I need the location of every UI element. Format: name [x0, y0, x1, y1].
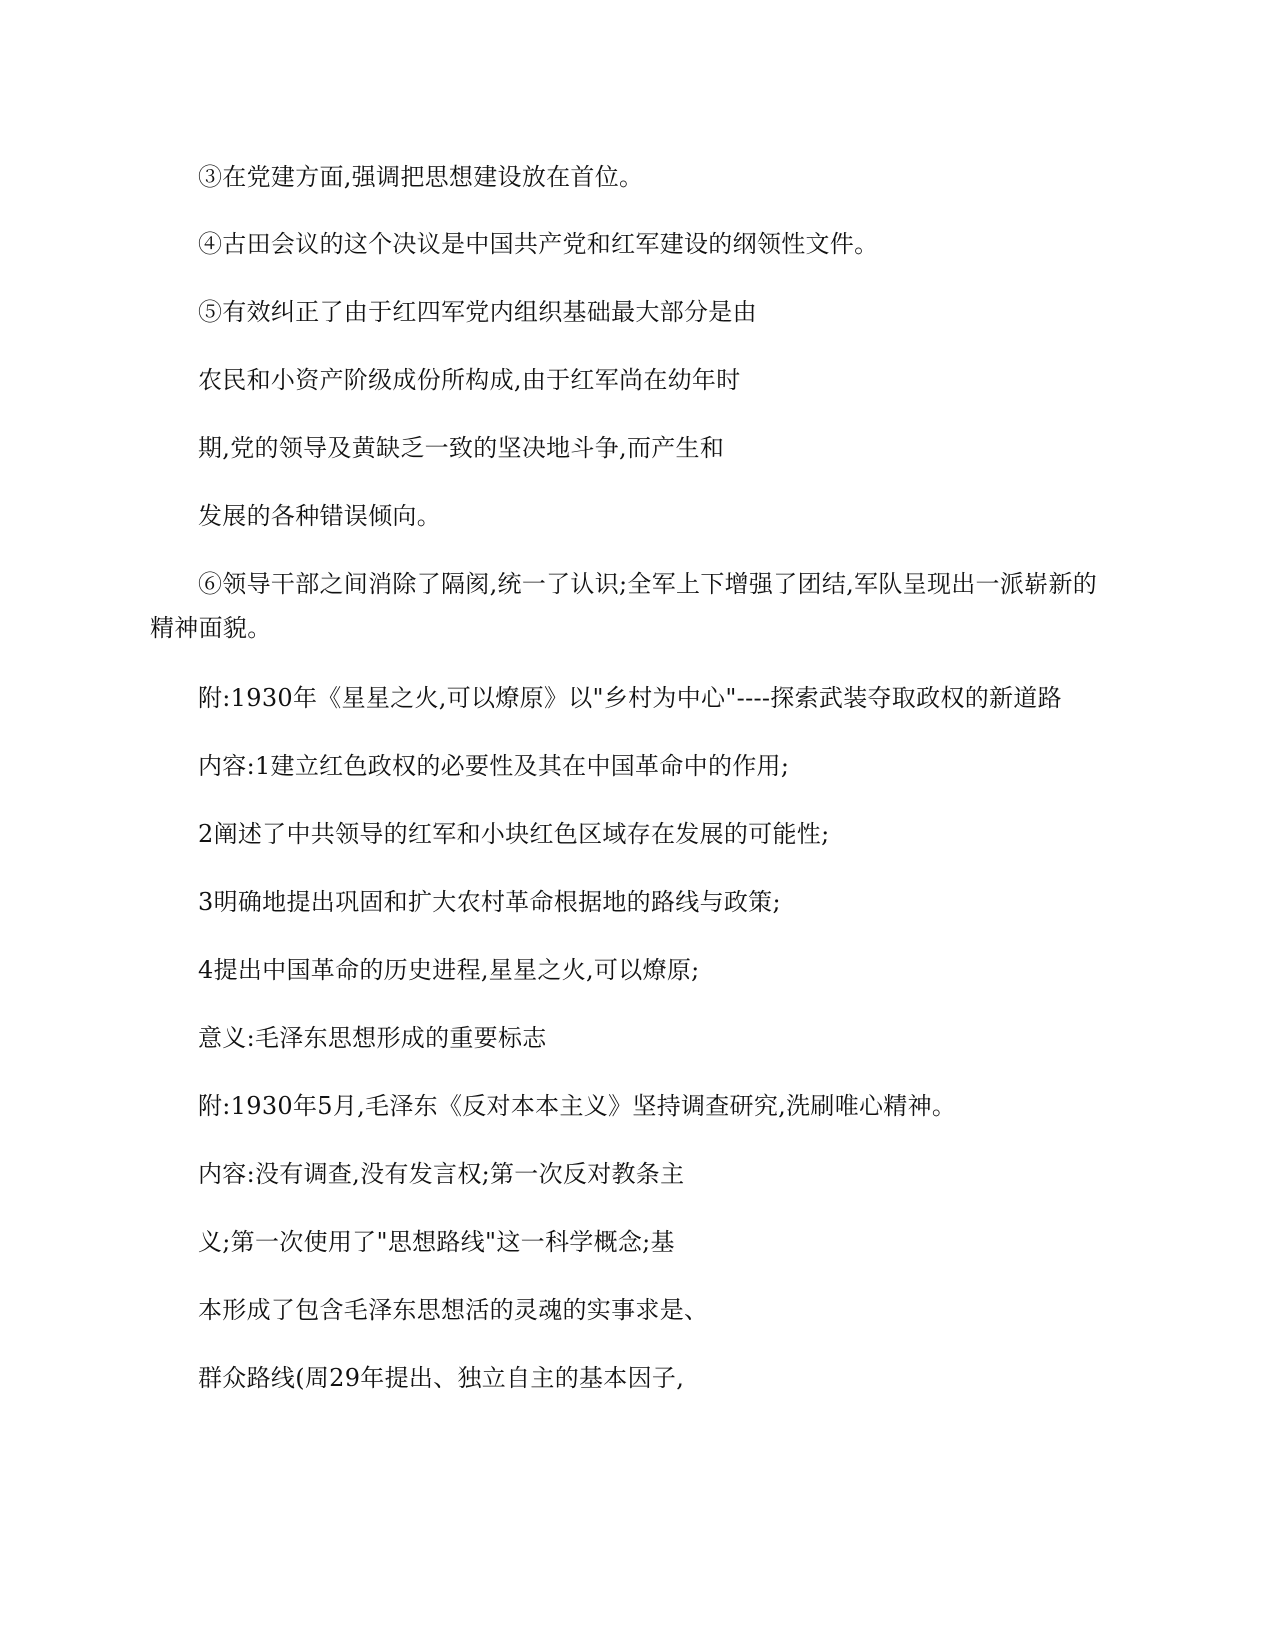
text-line: 内容:1建立红色政权的必要性及其在中国革命中的作用; — [198, 752, 790, 780]
text-line: 4提出中国革命的历史进程,星星之火,可以燎原; — [198, 956, 700, 984]
text-line: 发展的各种错误倾向。 — [198, 502, 441, 530]
text-line: ⑥领导干部之间消除了隔阂,统一了认识;全军上下增强了团结,军队呈现出一派崭新的 — [198, 570, 1098, 598]
text-line: ⑤有效纠正了由于红四军党内组织基础最大部分是由 — [198, 298, 757, 326]
text-line: 内容:没有调查,没有发言权;第一次反对教条主 — [198, 1160, 685, 1188]
text-line: 精神面貌。 — [150, 614, 272, 642]
text-line: 农民和小资产阶级成份所构成,由于红军尚在幼年时 — [198, 366, 741, 394]
text-line: 2阐述了中共领导的红军和小块红色区域存在发展的可能性; — [198, 820, 830, 848]
text-line: 本形成了包含毛泽东思想活的灵魂的实事求是、 — [198, 1296, 709, 1324]
text-line: 群众路线(周29年提出、独立自主的基本因子, — [198, 1364, 685, 1392]
text-line: 义;第一次使用了"思想路线"这一科学概念;基 — [198, 1228, 675, 1256]
text-line: ③在党建方面,强调把思想建设放在首位。 — [198, 163, 644, 191]
text-line: 意义:毛泽东思想形成的重要标志 — [198, 1024, 547, 1052]
text-line: 期,党的领导及黄缺乏一致的坚决地斗争,而产生和 — [198, 434, 725, 462]
text-line: ④古田会议的这个决议是中国共产党和红军建设的纲领性文件。 — [198, 230, 879, 258]
text-line: 3明确地提出巩固和扩大农村革命根据地的路线与政策; — [198, 888, 781, 916]
text-line: 附:1930年《星星之火,可以燎原》以"乡村为中心"----探索武装夺取政权的新道路 — [198, 684, 1062, 712]
text-line: 附:1930年5月,毛泽东《反对本本主义》坚持调查研究,洗刷唯心精神。 — [198, 1092, 957, 1120]
